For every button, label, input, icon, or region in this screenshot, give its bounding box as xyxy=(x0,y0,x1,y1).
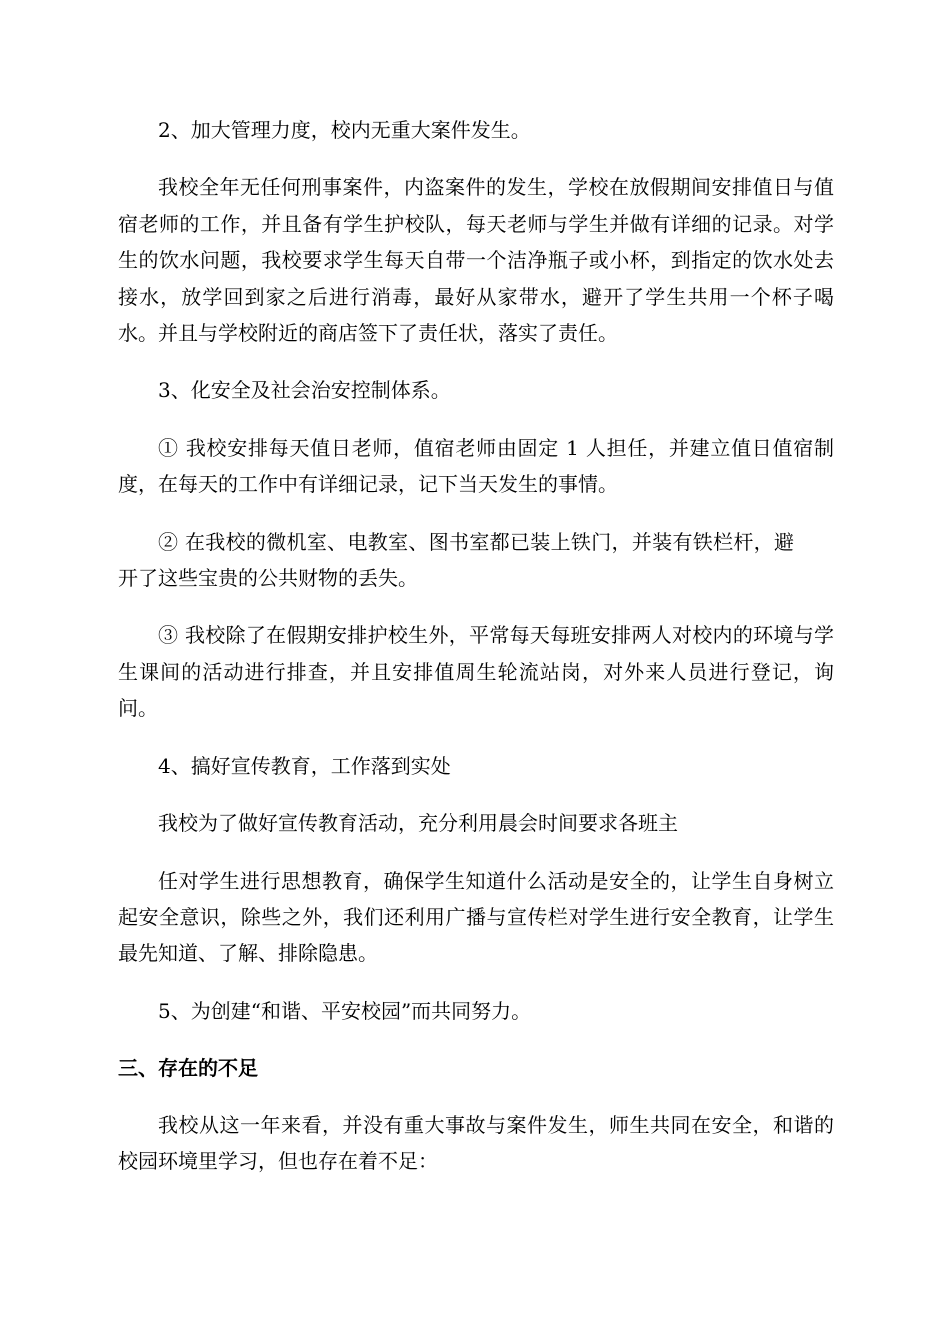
paragraph-safety-education: 任对学生进行思想教育，确保学生知道什么活动是安全的，让学生自身树立起安全意识，除些之外，我们还利用广播与宣传栏对学生进行安全教育，让学生最先知道、了解、排除隐患。 xyxy=(118,868,834,966)
paragraph-harmonious-campus: 5、为创建“和谐、平安校园”而共同努力。 xyxy=(158,998,532,1023)
document-body xyxy=(118,112,834,1200)
paragraph-morning-meeting: 我校为了做好宣传教育活动，充分利用晨会时间要求各班主 xyxy=(158,811,678,836)
paragraph-publicity-heading: 4、搞好宣传教育，工作落到实处 xyxy=(158,753,451,778)
paragraph-management-heading: 2、加大管理力度，校内无重大案件发生。 xyxy=(158,118,531,142)
paragraph-iron-doors: ② 在我校的微机室、电教室、图书室都已装上铁门，并装有铁栏杆，避开了这些宝贵的公共财物的丢失。 xyxy=(118,529,794,591)
paragraph-shortcomings-intro: 我校从这一年来看，并没有重大事故与案件发生，师生共同在安全，和谐的校园环境里学习，但也存在着不足： xyxy=(118,1112,834,1173)
paragraph-no-criminal-cases: 我校全年无任何刑事案件，内盗案件的发生，学校在放假期间安排值日与值宿老师的工作，并且备有学生护校队，每天老师与学生并做有详细的记录。对学生的饮水问题，我校要求学生每天自带一个洁净瓶子或小杯，到指定的饮水处去接水，放学回到家之后进行消毒，最好从家带水，避开了学生共用一个杯子喝水。并且与学校附近的商店签下了责任状，落实了责任。 xyxy=(118,175,834,346)
paragraph-duty-teachers: ① 我校安排每天值日老师，值宿老师由固定 1 人担任，并建立值日值宿制度，在每天的工作中有详细记录，记下当天发生的事情。 xyxy=(118,435,834,497)
paragraph-security-system-heading: 3、化安全及社会治安控制体系。 xyxy=(158,378,451,403)
section-heading-shortcomings: 三、存在的不足 xyxy=(118,1056,258,1081)
paragraph-student-patrol: ③ 我校除了在假期安排护校生外，平常每天每班安排两人对校内的环境与学生课间的活动进行排查，并且安排值周生轮流站岗，对外来人员进行登记，询问。 xyxy=(118,623,834,721)
